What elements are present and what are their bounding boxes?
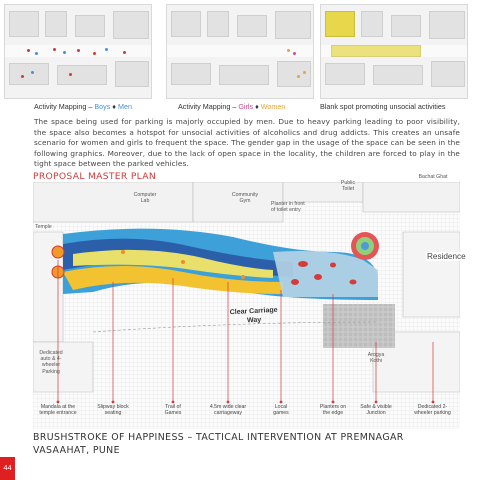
caption-women: Women — [260, 102, 286, 111]
label-clear-carriage-way: Clear Carriage Way — [229, 306, 278, 324]
caption-boys: Boys — [94, 102, 111, 111]
caption-symbol: ♦ — [110, 102, 118, 111]
caption-girls: Girls — [238, 102, 254, 111]
label-arogya-kothi: Arogya Kothi — [367, 352, 385, 365]
caption-girls-women — [178, 102, 285, 111]
bottom-label-two-wheeler: Dedicated 2- wheeler parking — [414, 404, 451, 417]
caption-prefix: Activity Mapping – — [178, 102, 239, 111]
label-dedicated-parking: Dedicated auto & 4- wheeler Parking — [39, 350, 63, 375]
bottom-label-carriageway: 4.5m wide clear carriageway — [209, 404, 247, 417]
bottom-label-mandala: Mandala at the temple entrance — [39, 404, 77, 417]
page-number: 44 — [0, 457, 15, 480]
proposal-heading: PROPOSAL MASTER PLAN — [33, 171, 157, 182]
activity-map-boys-men — [4, 4, 152, 99]
bottom-label-trail: Trail of Games — [164, 404, 182, 417]
label-community-gym: Community Gym — [231, 192, 259, 205]
label-computer-lab: Computer Lab — [133, 192, 157, 205]
bottom-label-local-games: Local games — [273, 404, 289, 417]
caption-boys-men — [34, 102, 132, 111]
bottom-label-junction: Safe & visible Junction — [360, 404, 392, 417]
body-paragraph: The space being used for parking is majorly occupied by men. Due to heavy parking leading to poor visibility, the space also becomes a hotspot for unsocial activities of alcoholics and drug addicts. This creates an unsafe scenario for women and girls to frequent the space. The gender gap in the usage of the space can be seen in the following graphics. Moreover, due to the lack of open space in the locality, the children are forced to play in the tight space between the parked vehicles. — [34, 117, 460, 169]
caption-prefix: Activity Mapping – — [34, 102, 95, 111]
bottom-label-slipway: Slipway block seating — [97, 404, 129, 417]
caption-blank-spot: Blank spot promoting unsocial activities — [320, 102, 446, 111]
label-bachat-ghat: Bachat Ghat — [418, 174, 448, 180]
caption-men: Men — [117, 102, 132, 111]
blank-spot-map — [320, 4, 468, 99]
label-temple: Temple — [35, 224, 52, 230]
bottom-label-planters: Planters on the edge — [319, 404, 347, 417]
label-residence: Residence — [427, 252, 466, 261]
label-planter: Planter in front of toilet entry — [271, 201, 305, 214]
activity-map-girls-women — [166, 4, 314, 99]
project-title: BRUSHSTROKE OF HAPPINESS – TACTICAL INTERVENTION AT PREMNAGAR VASAAHAT, PUNE — [33, 432, 404, 456]
master-plan-drawing — [33, 182, 460, 429]
label-public-toilet: Public Toilet — [340, 180, 356, 193]
caption-symbol: ♦ — [253, 102, 261, 111]
